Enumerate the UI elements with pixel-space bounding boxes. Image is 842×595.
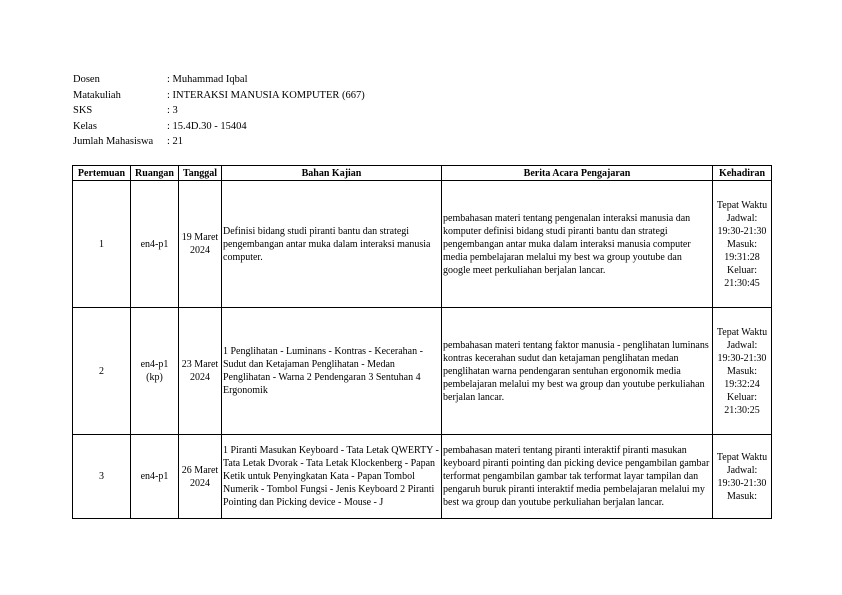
info-row-jumlah-mahasiswa <box>73 134 365 150</box>
cell-pertemuan: 1 <box>73 181 131 308</box>
info-value: : 15.4D.30 - 15404 <box>167 120 247 132</box>
cell-berita-acara: pembahasan materi tentang pengenalan interaksi manusia dan komputer definisi bidang studi piranti bantu dan strategi pengembangan antar muka dalam interaksi manusia computer media pembelajaran melalui my best wa group youtube dan google meet perkuliahan berjalan lancar. <box>442 181 713 308</box>
header-pertemuan: Pertemuan <box>73 166 131 181</box>
cell-bahan-kajian: 1 Piranti Masukan Keyboard - Tata Letak QWERTY - Tata Letak Dvorak - Tata Letak Klockenberg - Papan Ketik untuk Penyingkatan Kata - Papan Tombol Numerik - Tombol Fungsi - Jenis Keyboard 2 Piranti Pointing dan Picking device - Mouse - J <box>222 435 442 519</box>
cell-ruangan: en4-p1 (kp) <box>131 308 179 435</box>
info-label: Jumlah Mahasiswa <box>73 136 154 147</box>
header-ruangan: Ruangan <box>131 166 179 181</box>
cell-tanggal: 23 Maret 2024 <box>179 308 222 435</box>
cell-tanggal: 26 Maret 2024 <box>179 435 222 519</box>
cell-bahan-kajian: 1 Penglihatan - Luminans - Kontras - Kecerahan - Sudut dan Ketajaman Penglihatan - Medan Penglihatan - Warna 2 Pendengaran 3 Sentuhan 4 Ergonomik <box>222 308 442 435</box>
header-bahan-kajian: Bahan Kajian <box>222 166 442 181</box>
info-value: : Muhammad Iqbal <box>167 74 248 85</box>
info-row-matakuliah <box>73 88 365 104</box>
info-value: : INTERAKSI MANUSIA KOMPUTER (667) <box>167 89 365 101</box>
info-label: SKS <box>73 105 93 116</box>
info-value: : 3 <box>167 105 178 116</box>
info-label: Dosen <box>73 74 100 85</box>
info-row-sks <box>73 103 365 119</box>
table-row <box>73 181 772 308</box>
table-row <box>73 435 772 519</box>
table-row <box>73 308 772 435</box>
header-tanggal: Tanggal <box>179 166 222 181</box>
header-berita-acara: Berita Acara Pengajaran <box>442 166 713 181</box>
cell-berita-acara: pembahasan materi tentang faktor manusia - penglihatan luminans kontras kecerahan sudut dan ketajaman penglihatan medan penglihatan warna pendengaran sentuhan ergonomik media pembelajaran melalui my best wa group dan youtube perkuliahan berjalan lancar. <box>442 308 713 435</box>
header-kehadiran: Kehadiran <box>713 166 772 181</box>
course-info <box>73 72 365 150</box>
info-row-dosen <box>73 72 365 88</box>
cell-kehadiran: Tepat Waktu Jadwal: 19:30-21:30 Masuk: 19:32:24 Keluar: 21:30:25 <box>713 308 772 435</box>
cell-ruangan: en4-p1 <box>131 181 179 308</box>
cell-berita-acara: pembahasan materi tentang piranti interaktif piranti masukan keyboard piranti pointing dan picking device pengambilan gambar terformat pengambilan gambar tak terformat layar tampilan dan pengaruh buruk piranti interaktif media pembelajaran melalui my best wa group dan youtube perkuliahan berjalan lancar. <box>442 435 713 519</box>
cell-bahan-kajian: Definisi bidang studi piranti bantu dan strategi pengembangan antar muka dalam interaksi manusia computer. <box>222 181 442 308</box>
cell-ruangan: en4-p1 <box>131 435 179 519</box>
info-label: Kelas <box>73 120 97 132</box>
cell-kehadiran: Tepat Waktu Jadwal: 19:30-21:30 Masuk: 19:31:28 Keluar: 21:30:45 <box>713 181 772 308</box>
cell-kehadiran: Tepat Waktu Jadwal: 19:30-21:30 Masuk: <box>713 435 772 519</box>
table-header-row <box>73 166 772 181</box>
cell-tanggal: 19 Maret 2024 <box>179 181 222 308</box>
cell-pertemuan: 2 <box>73 308 131 435</box>
info-label: Matakuliah <box>73 89 121 101</box>
berita-acara-table <box>72 165 772 519</box>
cell-pertemuan: 3 <box>73 435 131 519</box>
info-row-kelas <box>73 119 365 135</box>
info-value: : 21 <box>167 136 184 147</box>
